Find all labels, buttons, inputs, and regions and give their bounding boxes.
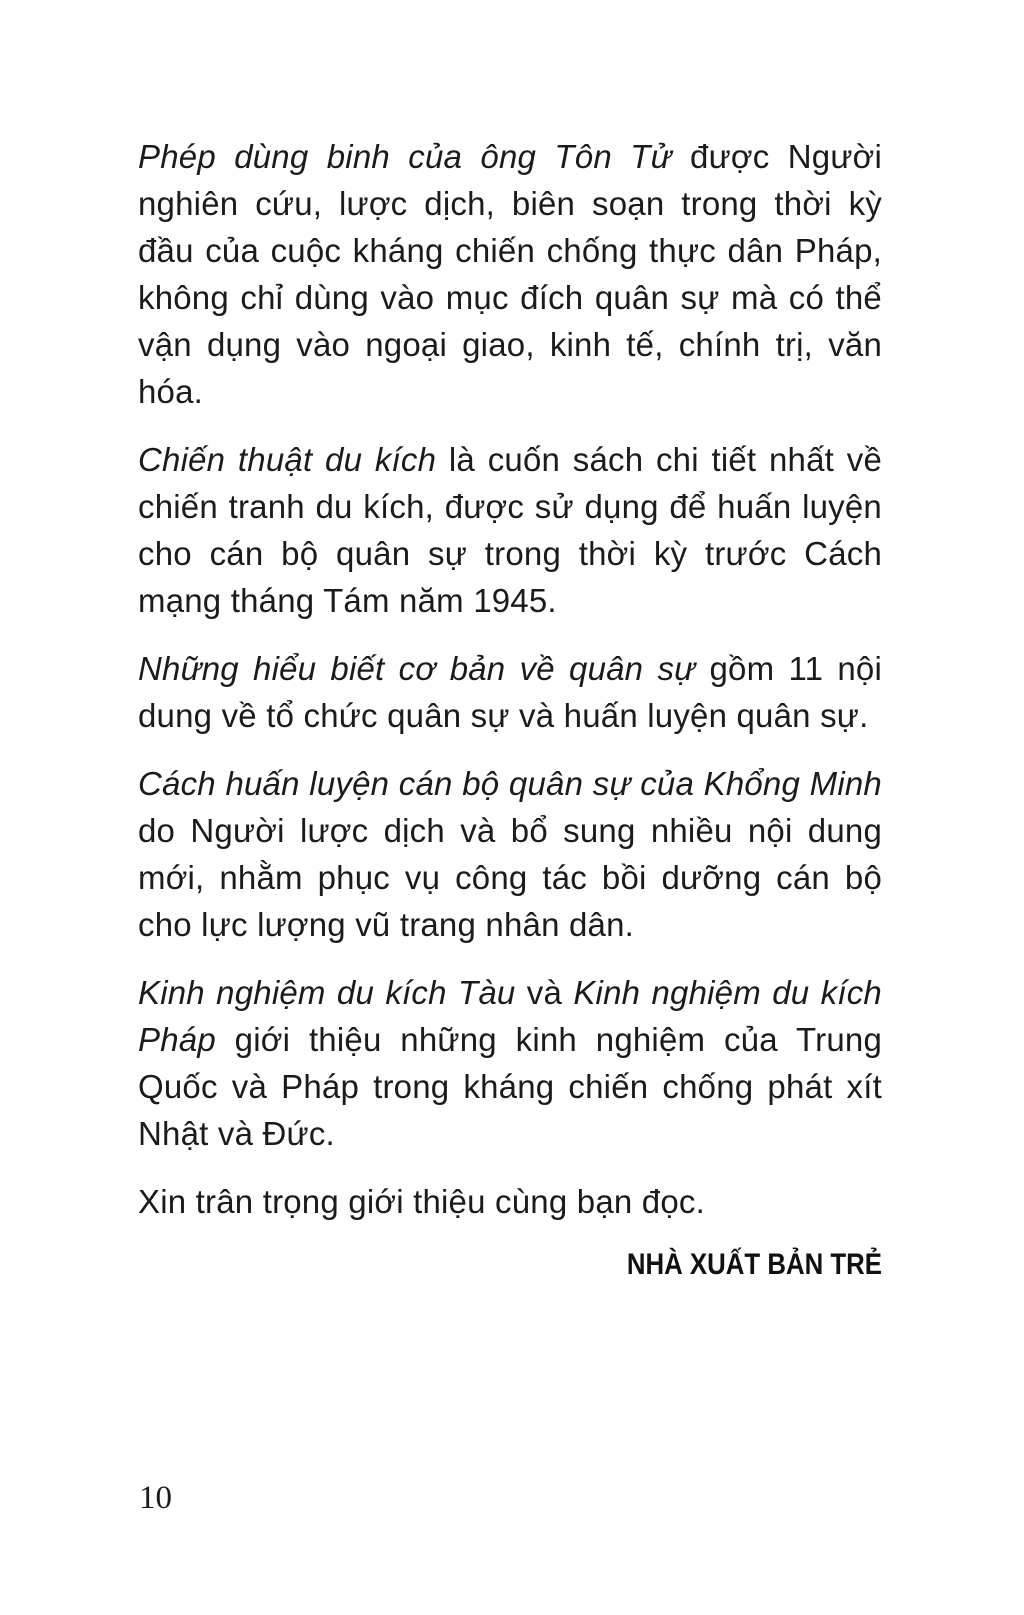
book-title-italic: Kinh nghiệm du kích Pháp	[138, 974, 882, 1058]
paragraph	[138, 969, 882, 1157]
paragraph	[138, 436, 882, 624]
paragraph-text: là cuốn sách chi tiết nhất về chiến tranh du kích, được sử dụng để huấn luyện cho cán bộ quân sự trong thời kỳ trước Cách mạng tháng Tám năm 1945.	[138, 441, 882, 619]
paragraph-text: gồm 11 nội dung về tổ chức quân sự và huấn luyện quân sự.	[138, 650, 882, 734]
paragraph-list	[138, 133, 882, 1225]
paragraph-text: và	[515, 974, 574, 1011]
paragraph	[138, 760, 882, 948]
paragraph-text: do Người lược dịch và bổ sung nhiều nội dung mới, nhằm phục vụ công tác bồi dưỡng cán bộ cho lực lượng vũ trang nhân dân.	[138, 812, 882, 943]
paragraph	[138, 645, 882, 739]
book-title-italic: Những hiểu biết cơ bản về quân sự	[138, 650, 696, 687]
paragraph	[138, 133, 882, 415]
book-title-italic: Chiến thuật du kích	[138, 441, 437, 478]
paragraph-text: Xin trân trọng giới thiệu cùng bạn đọc.	[138, 1183, 705, 1220]
paragraph	[138, 1178, 882, 1225]
paragraph-text: giới thiệu những kinh nghiệm của Trung Quốc và Pháp trong kháng chiến chống phát xít Nhật và Đức.	[138, 1021, 882, 1152]
page-content	[138, 133, 882, 1283]
publisher-signature: NHÀ XUẤT BẢN TRẺ	[626, 1248, 882, 1281]
paragraph-text: được Người nghiên cứu, lược dịch, biên soạn trong thời kỳ đầu của cuộc kháng chiến chống thực dân Pháp, không chỉ dùng vào mục đích quân sự mà có thể vận dụng vào ngoại giao, kinh tế, chính trị, văn hóa.	[138, 138, 882, 410]
book-title-italic: Cách huấn luyện cán bộ quân sự của Khổng Minh	[138, 765, 882, 802]
book-title-italic: Phép dùng binh của ông Tôn Tử	[138, 138, 672, 175]
book-title-italic: Kinh nghiệm du kích Tàu	[138, 974, 516, 1011]
page-number: 10	[139, 1480, 172, 1516]
